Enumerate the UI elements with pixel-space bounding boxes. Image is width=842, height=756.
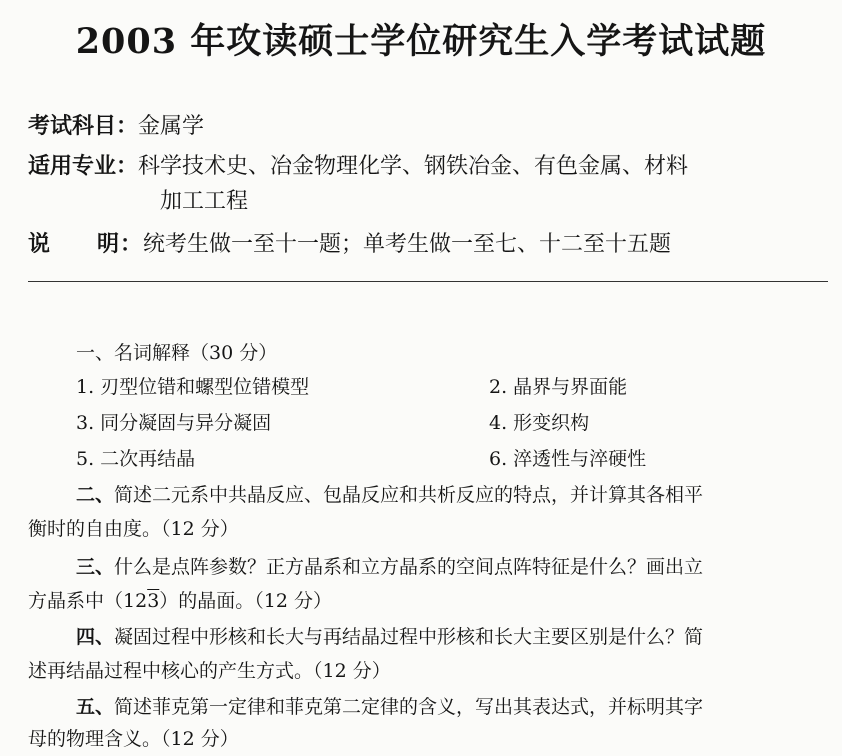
q1-term-6: 6. 淬透性与淬硬性 xyxy=(489,448,647,470)
q1-heading: 一、名词解释（30 分） xyxy=(76,342,278,364)
q3-miller-index-bar-digit: 3 xyxy=(147,590,160,612)
q3-number: 三、 xyxy=(76,556,115,578)
q2-line2: 衡时的自由度。（12 分） xyxy=(28,518,239,540)
q3-line1 xyxy=(76,554,703,580)
q4-text-line1: 凝固过程中形核和长大与再结晶过程中形核和长大主要区别是什么？简 xyxy=(114,626,704,648)
q2-line1 xyxy=(76,482,703,508)
subject-value: 金属学 xyxy=(138,114,205,139)
majors-row xyxy=(28,150,688,183)
q3-text-line2-post: ）的晶面。（12 分） xyxy=(159,590,332,612)
notes-value: 统考生做一至十一题；单考生做一至七、十二至十五题 xyxy=(143,232,672,257)
q3-text-line2-pre: 方晶系中（12 xyxy=(28,590,148,612)
q1-term-5: 5. 二次再结晶 xyxy=(76,448,196,470)
q1-term-4: 4. 形变织构 xyxy=(489,412,590,434)
notes-row xyxy=(28,228,671,261)
q1-term-2: 2. 晶界与界面能 xyxy=(489,376,628,398)
majors-label: 适用专业： xyxy=(28,153,139,179)
q1-term-1: 1. 刃型位错和螺型位错模型 xyxy=(76,376,310,398)
q2-number: 二、 xyxy=(76,484,115,506)
majors-value-line2: 加工工程 xyxy=(160,189,249,214)
q3-line2 xyxy=(28,588,332,614)
header-divider xyxy=(28,281,828,282)
q3-text-line1: 什么是点阵参数？正方晶系和立方晶系的空间点阵特征是什么？画出立 xyxy=(114,556,704,578)
notes-label: 说 明： xyxy=(28,231,144,257)
q2-text-line1: 简述二元系中共晶反应、包晶反应和共析反应的特点，并计算其各相平 xyxy=(114,484,704,506)
majors-value-line1: 科学技术史、冶金物理化学、钢铁冶金、有色金属、材料 xyxy=(138,154,689,179)
q5-line2: 母的物理含义。（12 分） xyxy=(28,728,239,750)
exam-title: 2003 年攻读硕士学位研究生入学考试试题 xyxy=(75,21,767,62)
q1-term-3: 3. 同分凝固与异分凝固 xyxy=(76,412,272,434)
q4-number: 四、 xyxy=(76,626,115,648)
q5-text-line1: 简述菲克第一定律和菲克第二定律的含义，写出其表达式，并标明其字 xyxy=(114,696,704,718)
q4-line1 xyxy=(76,624,703,650)
q5-number: 五、 xyxy=(76,696,115,718)
q5-line1 xyxy=(76,694,703,720)
subject-label: 考试科目： xyxy=(28,113,139,139)
q4-line2: 述再结晶过程中核心的产生方式。（12 分） xyxy=(28,660,391,682)
subject-row xyxy=(28,110,204,143)
